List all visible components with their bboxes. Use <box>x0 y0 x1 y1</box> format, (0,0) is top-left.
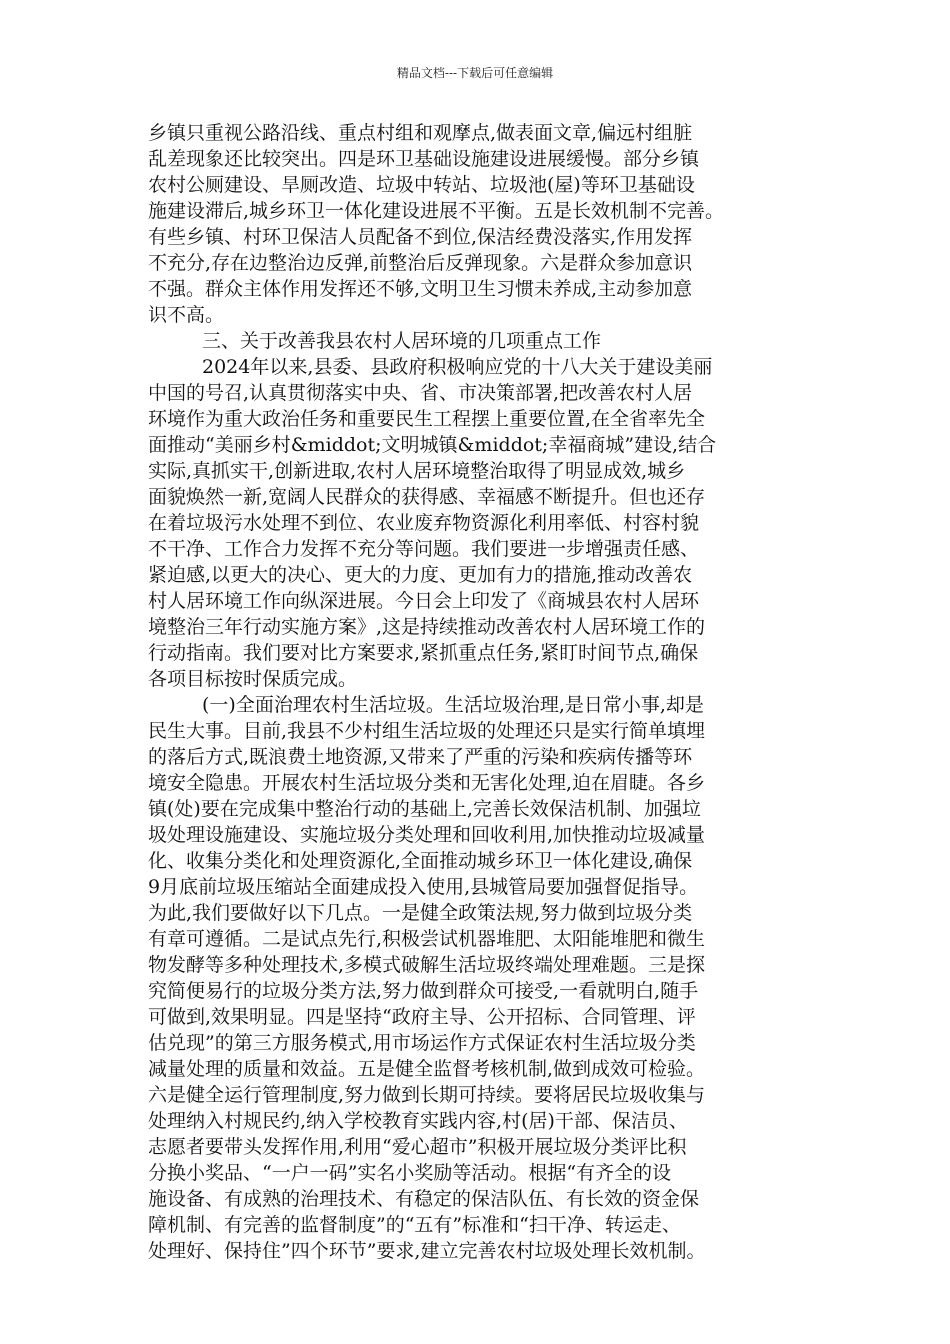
text-line: 境安全隐患。开展农村生活垃圾分类和无害化处理,迫在眉睫。各乡 <box>148 772 706 794</box>
text-line: 分换小奖品、“一户一码”实名小奖励等活动。根据“有齐全的设 <box>148 1162 672 1184</box>
text-line: 究简便易行的垃圾分类方法,努力做到群众可接受,一看就明白,随手 <box>148 980 699 1002</box>
text-line: 境整治三年行动实施方案》,这是持续推动改善农村人居环境工作的 <box>148 616 706 638</box>
text-line: 有些乡镇、村环卫保洁人员配备不到位,保洁经费没落实,作用发挥 <box>148 226 693 248</box>
text-line: 不充分,存在边整治边反弹,前整治后反弹现象。六是群众参加意识 <box>148 252 693 274</box>
page-header: 精品文档---下载后可任意编辑 <box>396 66 554 80</box>
text-line: 紧迫感,以更大的决心、更大的力度、更加有力的措施,推动改善农 <box>148 564 693 586</box>
text-line: 中国的号召,认真贯彻落实中央、省、市决策部署,把改善农村人居 <box>148 382 693 404</box>
text-line: 施设备、有成熟的治理技术、有稳定的保洁队伍、有长效的资金保 <box>148 1188 700 1210</box>
text-line: 可做到,效果明显。四是坚持“政府主导、公开招标、合同管理、评 <box>148 1006 696 1028</box>
text-line: 乡镇只重视公路沿线、重点村组和观摩点,做表面文章,偏远村组脏 <box>148 122 693 144</box>
text-line: 乱差现象还比较突出。四是环卫基础设施建设进展缓慢。部分乡镇 <box>148 148 700 170</box>
text-line: 障机制、有完善的监督制度”的“五有”标准和“扫干净、转运走、 <box>148 1214 681 1236</box>
text-line: 处理纳入村规民约,纳入学校教育实践内容,村(居)干部、保洁员、 <box>148 1110 688 1132</box>
document-body <box>148 120 828 1264</box>
text-line: 行动指南。我们要对比方案要求,紧抓重点任务,紧盯时间节点,确保 <box>148 642 699 664</box>
text-line: 各项目标按时保质完成。 <box>148 668 358 690</box>
text-line: 不强。群众主体作用发挥还不够,文明卫生习惯未养成,主动参加意 <box>148 278 693 300</box>
section-heading: 三、关于改善我县农村人居环境的几项重点工作 <box>202 330 602 352</box>
text-line: 物发酵等多种处理技术,多模式破解生活垃圾终端处理难题。三是探 <box>148 954 706 976</box>
text-line: 识不高。 <box>148 304 225 326</box>
text-line: 六是健全运行管理制度,努力做到长期可持续。要将居民垃圾收集与 <box>148 1084 706 1106</box>
text-line: 民生大事。目前,我县不少村组生活垃圾的处理还只是实行简单填埋 <box>148 720 706 742</box>
text-line: 为此,我们要做好以下几点。一是健全政策法规,努力做到垃圾分类 <box>148 902 693 924</box>
text-line: 镇(处)要在完成集中整治行动的基础上,完善长效保洁机制、加强垃 <box>148 798 701 820</box>
text-line: 农村公厕建设、旱厕改造、垃圾中转站、垃圾池(屋)等环卫基础设 <box>148 174 695 196</box>
text-line: 面貌焕然一新,宽阔人民群众的获得感、幸福感不断提升。但也还存 <box>148 486 706 508</box>
text-line: 化、收集分类化和处理资源化,全面推动城乡环卫一体化建设,确保 <box>148 850 693 872</box>
text-line: 环境作为重大政治任务和重要民生工程摆上重要位置,在全省率先全 <box>148 408 706 430</box>
text-line: 在着垃圾污水处理不到位、农业废弃物资源化利用率低、村容村貌 <box>148 512 700 534</box>
text-line: 面推动“美丽乡村&middot;文明城镇&middot;幸福商城”建设,结合 <box>148 434 717 456</box>
text-line: 减量处理的质量和效益。五是健全监督考核机制,做到成效可检验。 <box>148 1058 706 1080</box>
text-line: 实际,真抓实干,创新进取,农村人居环境整治取得了明显成效,城乡 <box>148 460 686 482</box>
text-line: 9月底前垃圾压缩站全面建成投入使用,县城管局要加强督促指导。 <box>148 876 699 898</box>
paragraph-start: (一)全面治理农村生活垃圾。生活垃圾治理,是日常小事,却是 <box>202 694 704 716</box>
text-line: 圾处理设施建设、实施垃圾分类处理和回收利用,加快推动垃圾减量 <box>148 824 706 846</box>
text-line: 的落后方式,既浪费土地资源,又带来了严重的污染和疾病传播等环 <box>148 746 693 768</box>
text-line: 有章可遵循。二是试点先行,积极尝试机器堆肥、太阳能堆肥和微生 <box>148 928 706 950</box>
paragraph-start: 2024年以来,县委、县政府积极响应党的十八大关于建设美丽 <box>202 356 713 378</box>
text-line: 村人居环境工作向纵深进展。今日会上印发了《商城县农村人居环 <box>148 590 700 612</box>
text-line: 处理好、保持住”四个环节”要求,建立完善农村垃圾处理长效机制。 <box>148 1240 706 1262</box>
text-line: 估兑现”的第三方服务模式,用市场运作方式保证农村生活垃圾分类 <box>148 1032 696 1054</box>
text-line: 施建设滞后,城乡环卫一体化建设进展不平衡。五是长效机制不完善。 <box>148 200 725 222</box>
text-line: 志愿者要带头发挥作用,利用“爱心超市”积极开展垃圾分类评比积 <box>148 1136 687 1158</box>
text-line: 不干净、工作合力发挥不充分等问题。我们要进一步增强责任感、 <box>148 538 700 560</box>
